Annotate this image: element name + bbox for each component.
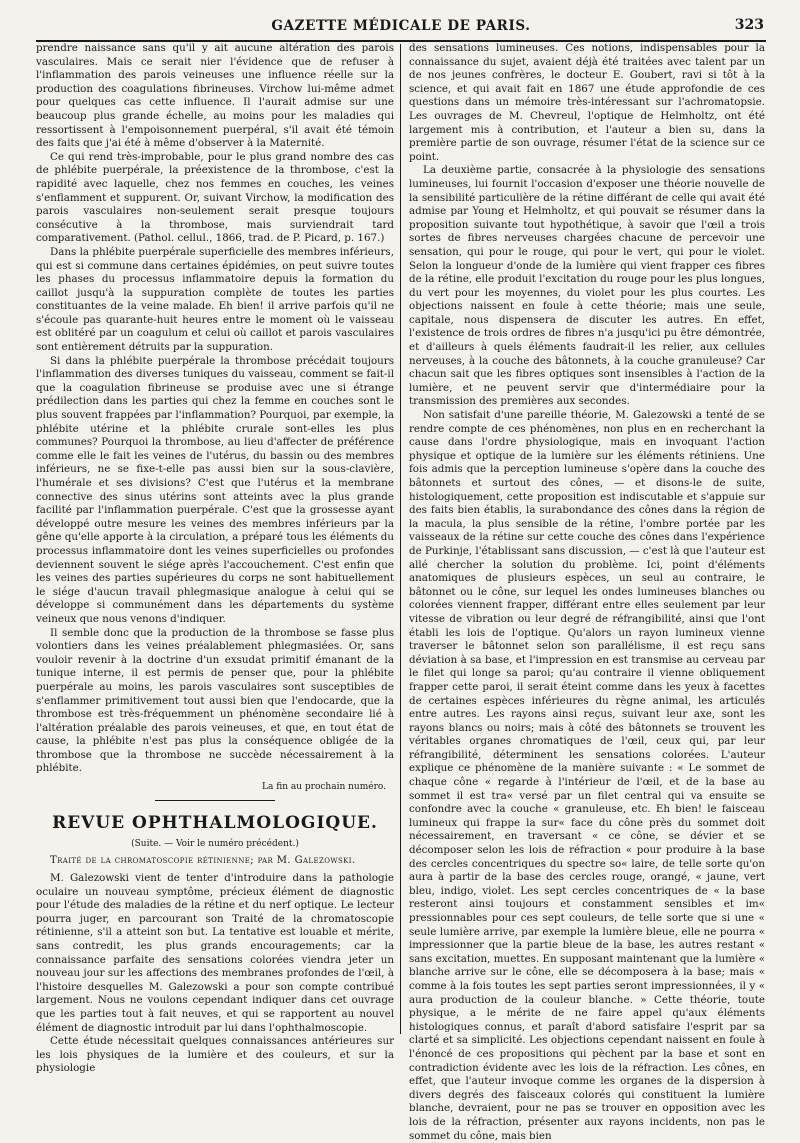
paragraph: Cette étude nécessitait quelques connaissances antérieures sur les lois physiques de la lumière et des couleurs, et sur la physiologie (36, 1035, 394, 1075)
left-column (36, 42, 400, 1075)
paragraph: des sensations lumineuses. Ces notions, indispensables pour la connaissance du sujet, avaient déjà été traitées avec talent par un de nos jeunes confrères, le docteur E. Goubert, ravi si tôt à la science, et qui avait fait en 1867 une étude approfondie de ces questions dans un mémoire très-intéressant sur l'achromatopsie. Les ouvrages de M. Chevreul, l'optique de Helmholtz, ont été largement mis à contribution, et l'auteur a bien su, dans la première partie de son ouvrage, résumer l'état de la science sur ce point. (409, 42, 765, 163)
paragraph: Si dans la phlébite puerpérale la thrombose précédait toujours l'inflammation des diverses tuniques du vaisseau, comment se fait-il que la coagulation fibrineuse se produise avec une si étrange prédilection dans les parties qui chez la femme en couches sont le plus souvent frappées par l'inflammation? Pourquoi, par exemple, la phlébite utérine et la phlébite crurale sont-elles les plus communes? Pourquoi la thrombose, au lieu d'affecter de préférence comme elle le fait les veines de l'utérus, du bassin ou des membres inférieurs, ne se fixe-t-elle pas aussi bien sur la sous-clavière, l'humérale et ses divisions? C'est que l'utérus et la membrane connective des sinus utérins sont atteints avec la plus grande facilité par l'inflammation puerpérale. C'est que la grossesse ayant développé outre mesure les veines des membres inférieurs par la gêne qu'elle apporte à la circulation, a préparé tous les éléments du processus inflammatoire dont les veines superficielles ou profondes deviennent souvent le siége après l'accouchement. C'est enfin que les veines des parties supérieures du corps ne sont habituellement le siége d'aucun travail phlegmasique analogue à celui qui se développe si communément dans les départements du système veineux que nous venons d'indiquer. (36, 354, 394, 625)
paragraph: prendre naissance sans qu'il y ait aucune altération des parois vasculaires. Mais ce serait nier l'évidence que de refuser à l'inflammation des parois veineuses une influence réelle sur la production des coagulations fibrineuses. Virchow lui-même admet pour quelques cas cette influence. Il l'aurait admise sur une beaucoup plus grande échelle, au moins pour les maladies qui ressortissent à l'empoisonnement puerpéral, s'il avait été témoin des faits que j'ai été à même d'observer à la Maternité. (36, 42, 394, 150)
right-column (401, 42, 765, 1142)
page-number: 323 (734, 17, 764, 33)
continued-note: La fin au prochain numéro. (262, 782, 386, 793)
paragraph: Non satisfait d'une pareille théorie, M. Galezowski a tenté de se rendre compte de ces phénomènes, non plus en en recherchant la cause dans l'ordre physiologique, mais en invoquant l'action physique et optique de la lumière sur les éléments rétiniens. Une fois admis que la perception lumineuse s'opère dans la couche des bâtonnets et surtout des cônes, — et disons-le de suite, histologiquement, cette proposition est indiscutable et s'appuie sur des faits bien établis, la surabondance des cônes dans la région de la macula, la plus sensible de la rétine, l'ombre portée par les vaisseaux de la rétine sur cette couche des cônes dans l'expérience de Purkinje, l'établissant sans discussion, — c'est là que l'auteur est allé chercher la solution du problème. Ici, point d'éléments anatomiques de plusieurs espèces, un seul au contraire, le bâtonnet ou le cône, sur lequel les ondes lumineuses blanches ou colorées viennent frapper, différant entre elles seulement par leur vitesse de vibration ou leur degré de réfrangibilité, ainsi que l'ont établi les lois de l'optique. Qu'alors un rayon lumineux vienne traverser le bâtonnet selon son parallélisme, il est reçu sans déviation à sa base, et l'impression en est transmise au cerveau par le filet qui longe sa paroi; qu'au contraire il vienne obliquement frapper cette paroi, il serait éteint comme dans les yeux à facettes de certaines espèces inférieures du règne animal, les articulés entre autres. Les rayons ainsi reçus, suivant leur axe, sont les rayons blancs ou noirs; mais à côté des bâtonnets se trouvent les véritables organes chromatiques de l'œil, ceux qui, par leur réfrangibilité, déterminent les sensations colorées. L'auteur explique ce phénomène de la manière suivante : « Le sommet de chaque cône « regarde à l'intérieur de l'œil, et de la base au sommet il est tra« versé par un filet central qui va ensuite se confondre avec la couche « granuleuse, etc. Eh bien! le faisceau lumineux qui frappe la sur« face du cône près du sommet doit nécessairement, en traversant « ce cône, se dévier et se décomposer selon les lois de réfraction « pour produire à la base des cercles concentriques du spectre so« laire, de telle sorte qu'on aura à partir de la base des cercles rouge, orangé, « jaune, vert bleu, indigo, violet. Les sept cercles concentriques de « la base resteront ainsi toujours et constamment sensibles et im« pressionnables pour ces sept couleurs, de telle sorte que si une « seule lumière arrive, par exemple la lumière bleue, elle ne pourra « impressionner que la partie bleue de la base, les autres restant « sans excitation, muettes. En supposant maintenant que la lumière « blanche arrive sur le cône, elle se décomposera à la base; mais « comme à la fois toutes les sept parties seront impressionnées, il y « aura production de la couleur blanche. » Cette théorie, toute physique, a le mérite de ne faire appel qu'aux éléments histologiques connus, et paraît d'abord satisfaire l'esprit par sa clarté et sa simplicité. Les objections cependant naissent en foule à l'énoncé de ces propositions qui pèchent par la base et sont en contradiction évidente avec les lois de la réfraction. Les cônes, en effet, que l'auteur invoque comme les organes de la dispersion à divers degrés des faisceaux colorés qui constituent la lumière blanche, devraient, pour ne pas se trouver en opposition avec les lois de la réfraction, présenter aux rayons incidents, non pas le sommet du cône, mais bien (409, 409, 765, 1142)
section-title: REVUE OPHTHALMOLOGIQUE. (52, 813, 378, 834)
article-title (36, 855, 394, 866)
suite-note: (Suite. — Voir le numéro précédent.) (131, 839, 299, 850)
paragraph: Il semble donc que la production de la thrombose se fasse plus volontiers dans les veines préalablement phlegmasiées. Or, sans vouloir revenir à la doctrine d'un exsudat primitif émanant de la tunique interne, il est permis de penser que, pour la phlébite puerpérale au moins, les parois vasculaires sont susceptibles de s'enflammer primitivement tout aussi bien que l'endocarde, que la thrombose est très-fréquemment un phénomène secondaire lié à l'altération préalable des parois veineuses, et que, en tout état de cause, la phlébite n'est pas plus la conséquence obligée de la thrombose que la thrombose ne succède nécessairement à la phlébite. (36, 626, 394, 775)
paragraph: Ce qui rend très-improbable, pour le plus grand nombre des cas de phlébite puerpérale, la préexistence de la thrombose, c'est la rapidité avec laquelle, chez nos femmes en couches, les veines s'enflamment et suppurent. Or, suivant Virchow, la modification des parois vasculaires non-seulement serait presque toujours consécutive à la thrombose, mais surviendrait tard comparativement. (Pathol. cellul., 1866, trad. de P. Picard, p. 167.) (36, 150, 394, 245)
page-header (36, 14, 766, 38)
paragraph: La deuxième partie, consacrée à la physiologie des sensations lumineuses, lui fournit l'occasion d'exposer une théorie nouvelle de la sensibilité particulière de la rétine différant de celle qui avait été admise par Young et Helmholtz, et qui pouvait se résumer dans la proposition suivante tout hypothétique, à savoir que l'œil a trois sortes de fibres nerveuses chargées chacune de percevoir une sensation, qui pour le rouge, qui pour le vert, qui pour le violet. Selon la longueur d'onde de la lumière qui vient frapper ces fibres de la rétine, elle produit l'excitation du rouge pour les plus longues, du vert pour les moyennes, du violet pour les plus courtes. Les objections naissent en foule à cette théorie; mais une seule, capitale, nous dispensera de discuter les autres. En effet, l'existence de trois ordres de fibres n'a jusqu'ici pu être démontrée, et d'ailleurs à quels éléments faudrait-il les relier, aux cellules nerveuses, à la couche des bâtonnets, à la couche granuleuse? Car chacun sait que les fibres optiques sont insensibles à l'action de la lumière, et ne peuvent servir que d'intermédiaire pour la transmission des premières aux secondes. (409, 164, 765, 408)
paragraph: M. Galezowski vient de tenter d'introduire dans la pathologie oculaire un nouveau symptôme, précieux élément de diagnostic pour l'étude des maladies de la rétine et du nerf optique. Le lecteur pourra juger, en parcourant son Traité de la chromatoscopie rétinienne, s'il a atteint son but. La tentative est louable et mérite, sans contredit, les plus grands encouragements; car la connaissance parfaite des sensations colorées viendra jeter un nouveau jour sur les affections des membranes profondes de l'œil, à l'histoire desquelles M. Galezowski a pour son compte contribué largement. Nous ne voulons cependant indiquer dans cet ouvrage que les parties tout à fait neuves, et qui se rapportent au nouvel élément de diagnostic introduit par lui dans l'ophthalmoscopie. (36, 872, 394, 1034)
two-column-body (36, 42, 766, 1142)
section-divider (155, 800, 275, 801)
article-title-text: Traité de la chromatoscopie rétinienne; par M. Galezowski. (50, 855, 356, 867)
paragraph: Dans la phlébite puerpérale superficielle des membres inférieurs, qui est si commune dans certaines épidémies, on peut suivre toutes les phases du processus inflammatoire depuis la formation du caillot jusqu'à la suppuration complète de toutes les parties constituantes de la veine malade. Eh bien! il arrive parfois qu'il ne s'écoule pas quarante-huit heures entre le moment où le vaisseau est oblitéré par un coagulum et celui où caillot et parois vasculaires sont entièrement détruits par la suppuration. (36, 245, 394, 354)
publication-title: GAZETTE MÉDICALE DE PARIS. (271, 18, 531, 34)
